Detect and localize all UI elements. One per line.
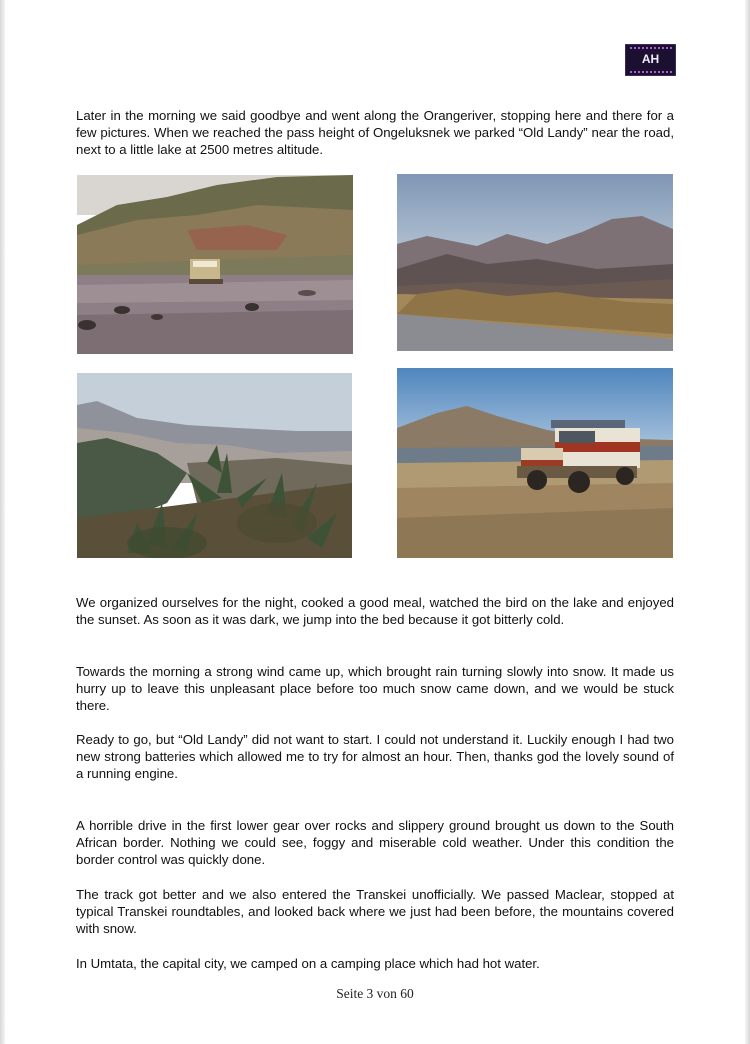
paragraph-umtata: In Umtata, the capital city, we camped on a camping place which had hot water.: [76, 956, 540, 971]
ah-logo: [625, 44, 676, 76]
page-edge-left: [0, 0, 5, 1044]
page-number: Seite 3 von 60: [336, 986, 414, 1001]
paragraph-transkei: The track got better and we also entered the Transkei unofficially. We passed Maclear, stopped at typical Transkei roundtables, and looked back where we just had been before, the mountains covered with snow.: [76, 887, 674, 936]
page-edge-right: [745, 0, 750, 1044]
photo-river-crossing: [77, 175, 353, 354]
paragraph-border-drive: A horrible drive in the first lower gear over rocks and slippery ground brought us down to the South African border. Nothing we could see, foggy and miserable cold weather. Under this condition the border control was quickly done.: [76, 818, 674, 867]
paragraph-night: We organized ourselves for the night, cooked a good meal, watched the bird on the lake and enjoyed the sunset. As soon as it was dark, we jump into the bed because it got bitterly cold.: [76, 595, 674, 627]
photo-mountain-road: [397, 174, 673, 351]
paragraph-engine-start: Ready to go, but “Old Landy” did not want to start. I could not understand it. Luckily enough I had two new strong batteries which allowed me to try for almost an hour. Then, thanks god the lovely sound of a running engine.: [76, 732, 674, 781]
photo-aloe-valley: [77, 373, 352, 558]
logo-letters: AH: [641, 52, 660, 66]
logo-dots-top: [629, 47, 672, 49]
photo-old-landy: [397, 368, 673, 558]
logo-dots-bottom: [629, 71, 672, 73]
paragraph-intro: Later in the morning we said goodbye and went along the Orangeriver, stopping here and there for a few pictures. When we reached the pass height of Ongeluksnek we parked “Old Landy” near the road, next to a little lake at 2500 metres altitude.: [76, 108, 674, 157]
paragraph-morning-wind: Towards the morning a strong wind came up, which brought rain turning slowly into snow. It made us hurry up to leave this unpleasant place before too much snow came down, and we would be stuck there.: [76, 664, 674, 713]
